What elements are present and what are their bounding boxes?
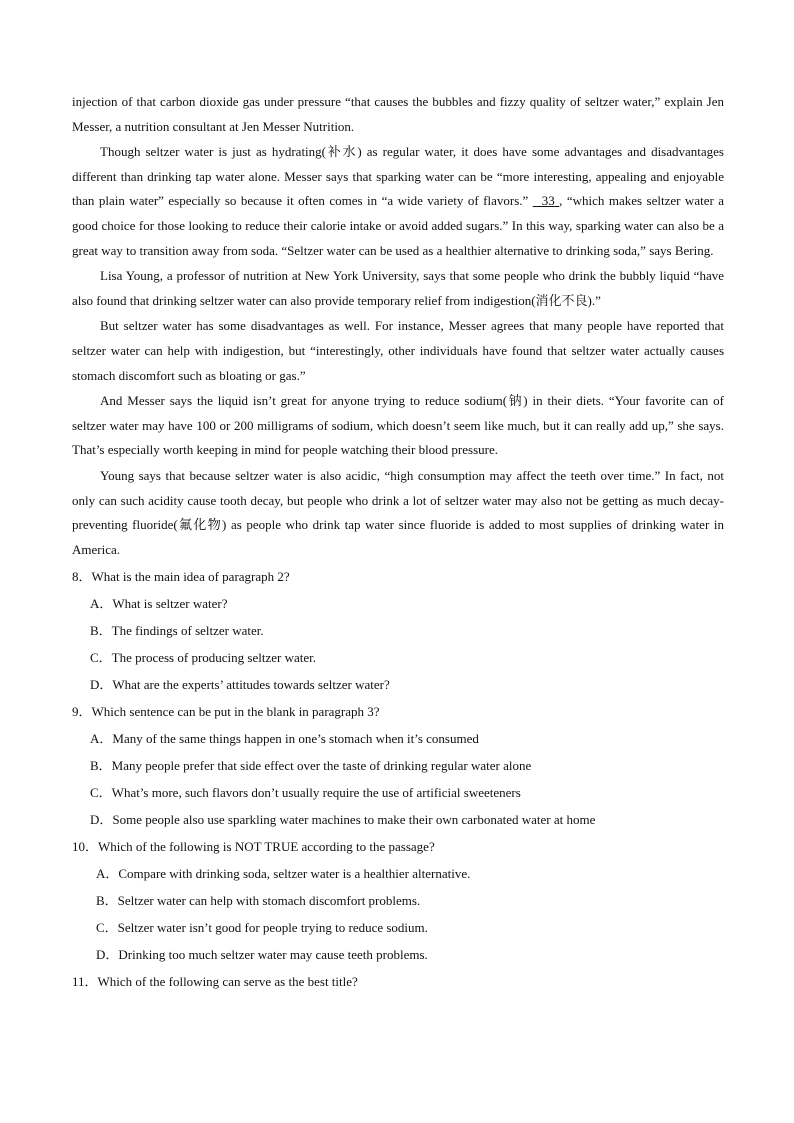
question-10 bbox=[72, 833, 724, 968]
paragraph-4: But seltzer water has some disadvantages as well. For instance, Messer agrees that many people have reported that seltzer water can help with indigestion, but “interestingly, other individuals have found that seltzer water actually causes stomach discomfort such as bloating or gas.” bbox=[72, 318, 724, 383]
option-c[interactable]: C．Seltzer water isn’t good for people trying to reduce sodium. bbox=[96, 920, 428, 936]
question-stem: 9．Which sentence can be put in the blank in paragraph 3? bbox=[72, 704, 380, 720]
paragraph-1: injection of that carbon dioxide gas under pressure “that causes the bubbles and fizzy quality of seltzer water,” explain Jen Messer, a nutrition consultant at Jen Messer Nutrition. bbox=[72, 94, 724, 134]
option-b[interactable]: B．Many people prefer that side effect over the taste of drinking regular water alone bbox=[90, 758, 532, 774]
option-d[interactable]: D．What are the experts’ attitudes towards seltzer water? bbox=[90, 677, 390, 693]
paragraph-2-text-cont: , “which makes seltzer water a good choice for those looking to reduce their calorie intake or avoid added sugars.” In this way, sparking water can also be a great way to transition away from soda. “Seltzer water can be used as a healthier alternative to drinking soda,” says Bering. bbox=[72, 193, 725, 258]
question-11 bbox=[72, 968, 724, 995]
document-page bbox=[72, 90, 724, 995]
option-c[interactable]: C．The process of producing seltzer water. bbox=[90, 650, 316, 666]
option-b[interactable]: B．Seltzer water can help with stomach discomfort problems. bbox=[96, 893, 421, 909]
paragraph-5: And Messer says the liquid isn’t great for anyone trying to reduce sodium(钠) in their diets. “Your favorite can of seltzer water may have 100 or 200 milligrams of sodium, which doesn’t seem like much, but it can really add up,” she says. That’s especially worth keeping in mind for people watching their blood pressure. bbox=[72, 393, 724, 458]
question-stem: 8．What is the main idea of paragraph 2? bbox=[72, 569, 290, 585]
question-8 bbox=[72, 563, 724, 698]
paragraph-2 bbox=[72, 140, 724, 263]
option-d[interactable]: D．Some people also use sparkling water machines to make their own carbonated water at home bbox=[90, 812, 596, 828]
option-a[interactable]: A．Many of the same things happen in one’s stomach when it’s consumed bbox=[90, 731, 479, 747]
option-c[interactable]: C．What’s more, such flavors don’t usually require the use of artificial sweeteners bbox=[90, 785, 521, 801]
option-d[interactable]: D．Drinking too much seltzer water may cause teeth problems. bbox=[96, 947, 428, 963]
blank-number: 33 bbox=[541, 193, 555, 209]
blank-33 bbox=[533, 193, 559, 208]
option-b[interactable]: B．The findings of seltzer water. bbox=[90, 623, 264, 639]
option-a[interactable]: A．Compare with drinking soda, seltzer water is a healthier alternative. bbox=[96, 866, 471, 882]
question-9 bbox=[72, 698, 724, 833]
option-a[interactable]: A．What is seltzer water? bbox=[90, 596, 228, 612]
question-stem: 11．Which of the following can serve as the best title? bbox=[72, 974, 358, 990]
paragraph-3: Lisa Young, a professor of nutrition at New York University, says that some people who drink the bubbly liquid “have also found that drinking seltzer water can also provide temporary relief from indigestion(消化不良).” bbox=[72, 268, 724, 308]
question-stem: 10．Which of the following is NOT TRUE according to the passage? bbox=[72, 839, 435, 855]
paragraph-2-text: Though seltzer water is just as hydrating(补水) as regular water, it does have some advantages and disadvantages different than drinking tap water alone. Messer says that sparking water can be “more interesting, appealing and enjoyable than plain water” especially so because it often comes in “a wide variety of flavors.” bbox=[72, 144, 724, 209]
paragraph-6: Young says that because seltzer water is also acidic, “high consumption may affect the teeth over time.” In fact, not only can such acidity cause tooth decay, but people who drink a lot of seltzer water may also not be getting as much decay-preventing fluoride(氟化物) as people who drink tap water since fluoride is added to most supplies of drinking water in America. bbox=[72, 467, 724, 557]
